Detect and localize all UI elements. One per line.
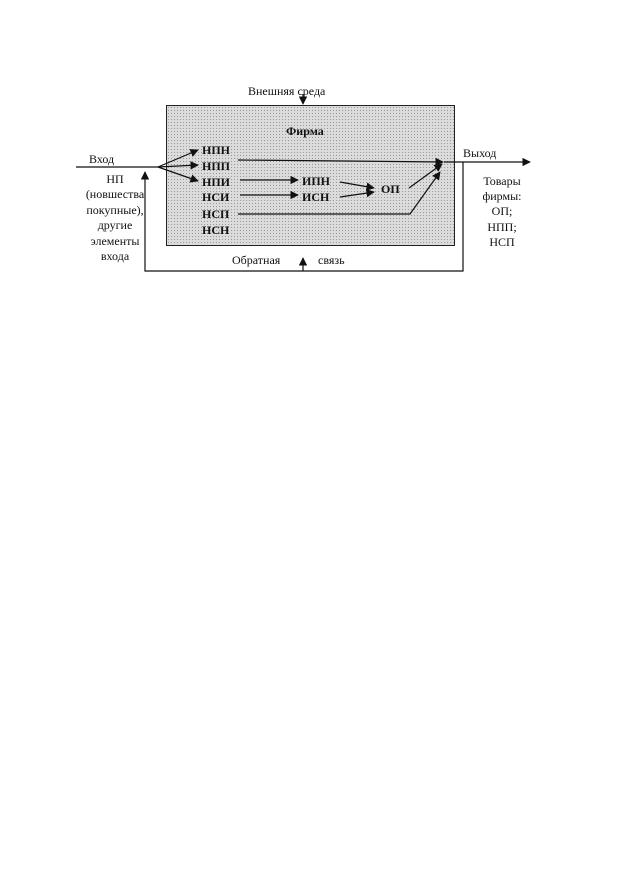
output-label: Выход [463, 146, 497, 160]
node-npn: НПН [202, 143, 231, 157]
fan-arrow-npi [158, 167, 198, 181]
input-notes [70, 172, 160, 264]
node-ipn: ИПН [302, 174, 331, 188]
input-label: Вход [89, 152, 115, 166]
node-isn: ИСН [302, 190, 330, 204]
environment-label: Внешняя среда [248, 84, 326, 98]
isn-to-op-arrow [340, 192, 374, 197]
fan-arrow-npn [158, 150, 198, 167]
output-note-line: фирмы: [482, 189, 522, 204]
input-note-line: входа [100, 249, 130, 264]
output-note-line: Товары [483, 174, 521, 188]
feedback-label-left: Обратная [232, 253, 281, 267]
node-npi: НПИ [202, 175, 231, 189]
input-note-line: НП [106, 172, 124, 186]
node-op: ОП [381, 182, 400, 196]
node-nsn: НСН [202, 223, 230, 237]
output-notes [470, 174, 534, 250]
input-note-line: элементы [90, 233, 140, 248]
firm-label: Фирма [286, 124, 324, 138]
npp-to-output-line [238, 160, 443, 162]
node-nsp: НСП [202, 207, 230, 221]
input-note-line: покупные), [86, 202, 144, 217]
output-note-line: НПП; [487, 219, 517, 234]
node-npp: НПП [202, 159, 231, 173]
fan-arrow-npp [158, 165, 198, 167]
node-nsi: НСИ [202, 190, 230, 204]
output-note-line: ОП; [491, 204, 513, 219]
input-note-line: (новшества [85, 187, 145, 202]
input-note-line: другие [97, 218, 133, 233]
output-note-line: НСП [489, 234, 515, 249]
ipn-to-op-arrow [340, 182, 374, 188]
nsp-to-output-path [238, 172, 440, 214]
feedback-label-right: связь [318, 253, 345, 267]
